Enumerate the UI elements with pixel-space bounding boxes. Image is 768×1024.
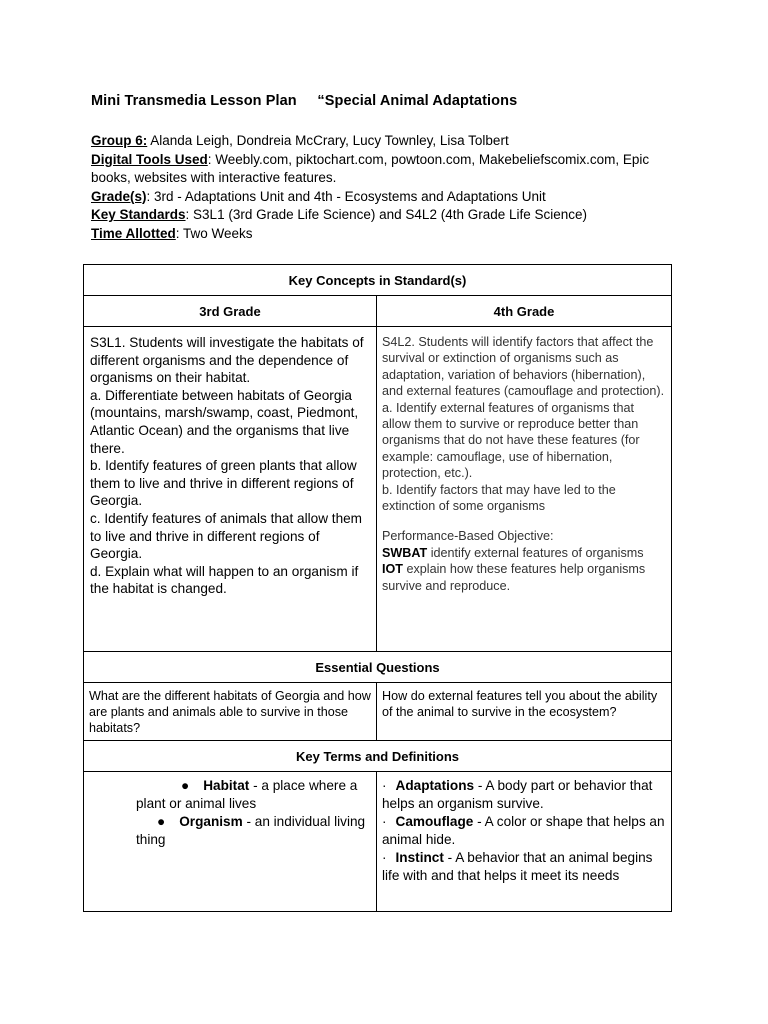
term-organism-def: - an individual living thing [136, 814, 366, 847]
term-adaptations-def: - A body part or behavior that helps an organism survive. [382, 778, 653, 811]
essential-questions-header: Essential Questions [84, 652, 672, 683]
bullet-icon: · [382, 850, 387, 865]
grade3-standard-a: a. Differentiate between habitats of Georgia (mountains, marsh/swamp, coast, Piedmont, Atlantic Ocean) and the organisms that live there. [90, 387, 359, 456]
tools-value: : Weebly.com, piktochart.com, powtoon.com, Makebeliefscomix.com, Epic books, websites with interactive features. [91, 151, 650, 186]
bullet-icon: · [382, 778, 387, 793]
objective-label: Performance-Based Objective: [382, 529, 554, 544]
objective-text [382, 545, 665, 594]
bullet-icon: · [382, 814, 387, 829]
grades-value: : 3rd - Adaptations Unit and 4th - Ecosystems and Adaptations Unit [146, 188, 546, 204]
grade4-standard-intro: S4L2. Students will identify factors that affect the survival or extinction of organisms such as adaptation, variation of behaviors (hibernation), and external features (camouflage and protection). [382, 335, 665, 399]
term-item [136, 777, 370, 813]
bullet-icon: ● [157, 814, 166, 829]
tools-line [91, 151, 681, 188]
objective-end: explain how these features help organisms survive and reproduce. [382, 562, 646, 593]
time-label: Time Allotted [91, 225, 176, 241]
group-value: Alanda Leigh, Dondreia McCrary, Lucy Townley, Lisa Tolbert [147, 133, 509, 148]
term-camouflage: Camouflage [395, 814, 474, 829]
grades-line [91, 188, 681, 207]
standards-value: : S3L1 (3rd Grade Life Science) and S4L2 (4th Grade Life Science) [185, 207, 588, 223]
grade4-standard-b: b. Identify factors that may have led to the extinction of some organisms [382, 482, 616, 514]
essential-question-grade4: How do external features tell you about the ability of the animal to survive in the ecosystem? [377, 683, 672, 741]
objective-iot: IOT [382, 562, 403, 577]
bullet-icon: ● [181, 778, 190, 793]
term-habitat-def: - a place where a plant or animal lives [136, 778, 358, 811]
term-instinct-def: - A behavior that an animal begins life with and that helps it meet its needs [382, 850, 653, 883]
tools-label: Digital Tools Used [91, 151, 208, 167]
grade3-standard-intro: S3L1. Students will investigate the habitats of different organisms and the dependence of organisms on their habitat. [90, 335, 364, 386]
grades-label: Grade(s) [91, 188, 147, 204]
term-habitat: Habitat [203, 778, 250, 793]
objective-mid: identify external features of organisms [427, 545, 644, 560]
grade3-standard-b: b. Identify features of green plants that allow them to live and thrive in different regions of Georgia. [90, 458, 357, 509]
grade3-standard-cell [84, 327, 377, 652]
group-label: Group 6: [91, 133, 148, 148]
key-concepts-header: Key Concepts in Standard(s) [84, 265, 672, 296]
term-item [136, 813, 370, 849]
lesson-plan-table [83, 264, 672, 912]
term-item [382, 813, 665, 849]
group-line [91, 132, 681, 151]
term-organism: Organism [179, 814, 243, 829]
time-value: : Two Weeks [175, 225, 253, 241]
term-camouflage-def: - A color or shape that helps an animal hide. [382, 814, 665, 847]
lesson-meta [91, 132, 681, 244]
essential-question-grade3: What are the different habitats of Georgia and how are plants and animals able to survive in those habitats? [84, 683, 377, 741]
term-instinct: Instinct [395, 850, 444, 865]
grade4-header: 4th Grade [377, 296, 672, 327]
grade3-standard-c: c. Identify features of animals that allow them to live and thrive in different regions of Georgia. [90, 510, 363, 562]
grade4-standard-cell [377, 327, 672, 652]
grade4-terms-cell [377, 772, 672, 912]
grade3-header: 3rd Grade [84, 296, 377, 327]
objective-swbat: SWBAT [382, 545, 428, 560]
standards-line [91, 206, 681, 225]
grade3-terms-cell [84, 772, 377, 912]
grade4-standard-a: a. Identify external features of organisms that allow them to survive or reproduce better than organisms that do not have these features (for example: camouflage, use of hibernation, protection, etc.). [382, 400, 640, 481]
term-item [382, 777, 665, 813]
time-line [91, 225, 681, 244]
term-item [382, 849, 665, 885]
document-title: Mini Transmedia Lesson Plan “Special Animal Adaptations [91, 93, 518, 109]
key-terms-header: Key Terms and Definitions [84, 741, 672, 772]
grade3-standard-d: d. Explain what will happen to an organism if the habitat is changed. [90, 563, 359, 597]
standards-label: Key Standards [91, 207, 186, 223]
term-adaptations: Adaptations [395, 778, 475, 793]
